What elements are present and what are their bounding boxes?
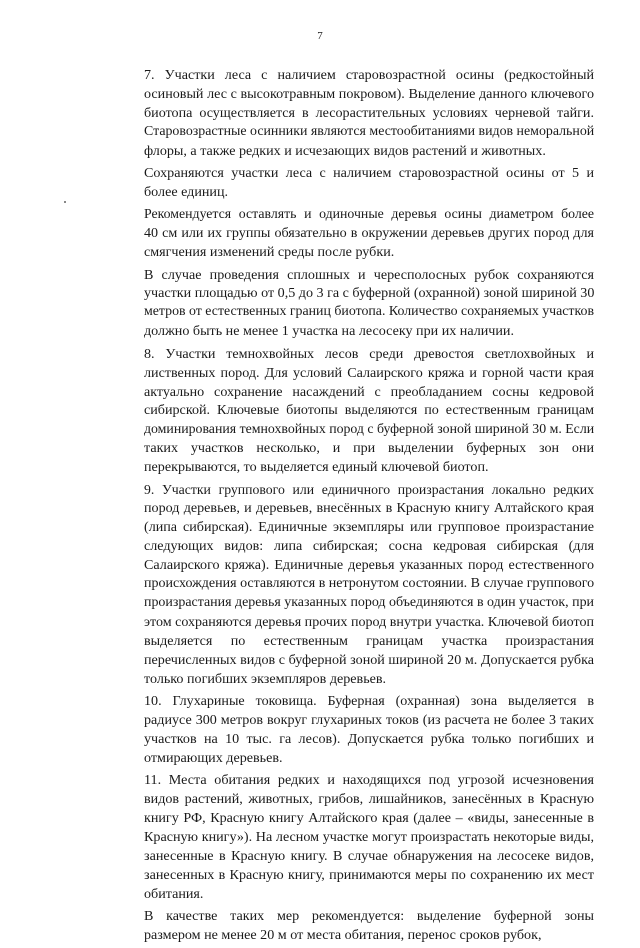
text-line: В случае проведения сплошных и чересполосных рубок сохраняются	[144, 266, 594, 283]
text-line: отмирающих деревьев.	[144, 749, 283, 766]
text-line: 10. Глухариные токовища. Буферная (охранная) зона выделяется в	[144, 693, 594, 709]
text-line: Красную книгу»). На лесном участке могут произрастать некоторые виды,	[144, 828, 594, 845]
margin-dot	[64, 201, 66, 203]
text-line: В качестве таких мер рекомендуется: выделение буферной зоны	[144, 907, 594, 924]
text-line: выделяется по естественным границам участка произрастания	[144, 632, 594, 649]
text-line: следующих видов: липа сибирская; сосна кедровая сибирская (для	[144, 538, 594, 555]
text-line: Сохраняются участки леса с наличием старовозрастной осины от 5 и	[144, 165, 594, 182]
text-line: занесенные в Красную книгу. В случае обнаружения на лесосеке видов,	[144, 847, 594, 864]
text-line: 11. Места обитания редких и находящихся под угрозой исчезновения	[144, 772, 594, 789]
text-line: актуально сохранение насаждений с преобладанием сосны кедровой	[144, 383, 594, 400]
text-line: занесенных в Красную книгу, принимаются меры по сохранению их мест	[144, 866, 594, 883]
text-line: биотопа осуществляется в лесорастительных условиях черневой тайги.	[144, 104, 594, 121]
text-line: 9. Участки группового или единичного произрастания локально редких	[144, 481, 594, 497]
text-line: происхождения оставляются в нетронутом состоянии. В случае группового	[144, 576, 595, 592]
text-line: только погибших экземпляров деревьев.	[144, 670, 387, 687]
text-line: таких участков несколько, и при выделении буферных зон они	[144, 440, 594, 457]
text-line: сибирской. Ключевые биотопы выделяются по естественным границам	[144, 402, 594, 419]
text-line: лиственных пород. Для условий Салаирского кряжа и горной части края	[144, 364, 594, 381]
text-line: произрастания деревья указанных пород объединяются в один участок, при	[144, 594, 594, 610]
paragraph	[114, 907, 594, 945]
page-number: 7	[317, 30, 323, 42]
paragraph	[114, 205, 594, 262]
text-line: (липа сибирская). Единичные экземпляры или групповое произрастание	[144, 519, 594, 536]
text-line: 7. Участки леса с наличием старовозрастной осины (редкостойный	[144, 67, 594, 83]
text-line: Салаирского кряжа). Единичные деревья указанных пород естественного	[144, 557, 594, 574]
text-line: перекрываются, то выделяется единый ключевой биотоп.	[144, 459, 489, 476]
paragraph	[114, 345, 594, 477]
text-line: Старовозрастные осинники являются местообитаниями видов неморальной	[144, 123, 595, 139]
text-line: Рекомендуется оставлять и одиночные деревья осины диаметром более	[144, 206, 594, 222]
text-line: участков на 10 тыс. га лесов). Допускается рубка только погибших и	[144, 730, 594, 747]
text-line: обитания.	[144, 885, 204, 902]
text-line: этом сохраняются деревья прочих пород внутри участка. Ключевой биотоп	[144, 613, 594, 630]
paragraph	[114, 66, 594, 161]
text-line: более единиц.	[144, 183, 229, 200]
text-line: метров от естественных границ биотопа. Количество сохраняемых участков	[144, 304, 594, 320]
text-line: радиусе 300 метров вокруг глухариных токов (из расчета не более 3 таких	[144, 711, 594, 728]
text-line: флоры, а также редких и исчезающих видов растений и животных.	[144, 142, 546, 159]
document-body	[114, 66, 594, 948]
text-line: 8. Участки темнохвойных лесов среди древостоя светлохвойных и	[144, 345, 594, 362]
text-line: доминирования темнохвойных пород с буферной зоной шириной 30 м. Если	[144, 421, 595, 437]
paragraph	[114, 266, 594, 342]
paragraph	[114, 692, 594, 768]
text-line: смягчения изменений среды после рубки.	[144, 244, 395, 261]
text-line: перечисленных видов с буферной зоной шириной 20 м. Допускается рубка	[144, 651, 594, 668]
text-line: книгу РФ, Красную книгу Алтайского края (далее – «виды, занесенные в	[144, 809, 594, 826]
text-line: участки площадью от 0,5 до 3 га с буферной (охранной) зоной шириной 30	[144, 285, 595, 302]
paragraph	[114, 481, 594, 689]
text-line: размером не менее 20 м от места обитания, перенос сроков рубок,	[144, 926, 542, 943]
paragraph	[114, 164, 594, 202]
text-line: осиновый лес с высокотравным покровом). Выделение данного ключевого	[144, 85, 594, 102]
text-line: пород деревьев, и деревьев, внесённых в Красную книгу Алтайского края	[144, 500, 594, 517]
text-line: должно быть не менее 1 участка на лесосеку при их наличии.	[144, 323, 515, 340]
paragraph	[114, 771, 594, 903]
text-line: 40 см или их группы обязательно в окружении деревьев других пород для	[144, 225, 594, 242]
text-line: видов растений, животных, грибов, лишайников, занесённых в Красную	[144, 791, 594, 808]
